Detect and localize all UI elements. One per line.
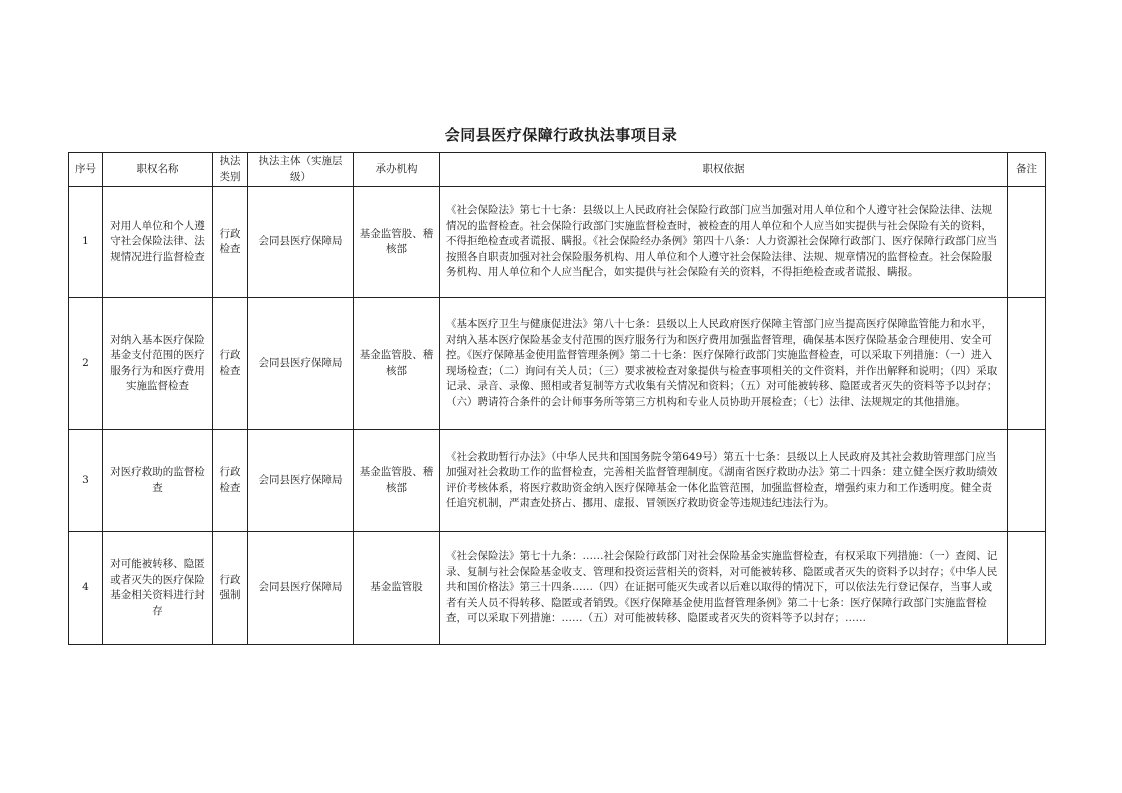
table-header-row [69, 153, 1046, 187]
cell-agency: 基金监管股、稽核部 [354, 298, 440, 430]
header-remark: 备注 [1008, 153, 1046, 187]
cell-subject: 会同县医疗保障局 [248, 298, 354, 430]
cell-no: 3 [69, 430, 103, 532]
header-subject: 执法主体（实施层级） [248, 153, 354, 187]
cell-remark [1008, 298, 1046, 430]
table-row [69, 187, 1046, 298]
cell-basis: 《基本医疗卫生与健康促进法》第八十七条：县级以上人民政府医疗保障主管部门应当提高医疗保障监管能力和水平，对纳入基本医疗保险基金支付范围的医疗服务行为和医疗费用加强监督管理，确保基本医疗保险基金合理使用、安全可控。《医疗保障基金使用监督管理条例》第二十七条：医疗保障行政部门实施监督检查，可以采取下列措施：（一）进入现场检查；（二）询问有关人员；（三）要求被检查对象提供与检查事项相关的文件资料，并作出解释和说明；（四）采取记录、录音、录像、照相或者复制等方式收集有关情况和资料；（五）对可能被转移、隐匿或者灭失的资料等予以封存；（六）聘请符合条件的会计师事务所等第三方机构和专业人员协助开展检查；（七）法律、法规规定的其他措施。 [440, 298, 1008, 430]
cell-name: 对医疗救助的监督检查 [103, 430, 213, 532]
cell-name: 对用人单位和个人遵守社会保险法律、法规情况进行监督检查 [103, 187, 213, 298]
cell-category: 行政检查 [213, 430, 248, 532]
cell-subject: 会同县医疗保障局 [248, 187, 354, 298]
cell-basis: 《社会保险法》第七十七条：县级以上人民政府社会保险行政部门应当加强对用人单位和个人遵守社会保险法律、法规情况的监督检查。社会保险行政部门实施监督检查时，被检查的用人单位和个人应当如实提供与社会保险有关的资料，不得拒绝检查或者谎报、瞒报。《社会保险经办条例》第四十八条：人力资源社会保障行政部门、医疗保障行政部门应当按照各自职责加强对社会保险服务机构、用人单位和个人遵守社会保险法律、法规、规章情况的监督检查。社会保险服务机构、用人单位和个人应当配合，如实提供与社会保险有关的资料，不得拒绝检查或者谎报、瞒报。 [440, 187, 1008, 298]
cell-remark [1008, 430, 1046, 532]
cell-subject: 会同县医疗保障局 [248, 430, 354, 532]
cell-remark [1008, 187, 1046, 298]
cell-basis: 《社会救助暂行办法》（中华人民共和国国务院令第649号）第五十七条：县级以上人民政府及其社会救助管理部门应当加强对社会救助工作的监督检查，完善相关监督管理制度。《湖南省医疗救助办法》第二十四条：建立健全医疗救助绩效评价考核体系，将医疗救助资金纳入医疗保障基金一体化监管范围，加强监督检查，增强约束力和工作透明度。健全责任追究机制，严肃查处挤占、挪用、虚报、冒领医疗救助资金等违规违纪违法行为。 [440, 430, 1008, 532]
header-category: 执法类别 [213, 153, 248, 187]
header-no: 序号 [69, 153, 103, 187]
cell-category: 行政检查 [213, 187, 248, 298]
cell-no: 4 [69, 532, 103, 645]
cell-agency: 基金监管股、稽核部 [354, 187, 440, 298]
cell-category: 行政强制 [213, 532, 248, 645]
cell-name: 对纳入基本医疗保险基金支付范围的医疗服务行为和医疗费用实施监督检查 [103, 298, 213, 430]
header-name: 职权名称 [103, 153, 213, 187]
table-row [69, 430, 1046, 532]
cell-no: 2 [69, 298, 103, 430]
cell-agency: 基金监管股 [354, 532, 440, 645]
cell-name: 对可能被转移、隐匿或者灭失的医疗保险基金相关资料进行封存 [103, 532, 213, 645]
cell-agency: 基金监管股、稽核部 [354, 430, 440, 532]
cell-basis: 《社会保险法》第七十九条：……社会保险行政部门对社会保险基金实施监督检查，有权采取下列措施：（一）查阅、记录、复制与社会保险基金收支、管理和投资运营相关的资料，对可能被转移、隐匿或者灭失的资料予以封存；《中华人民共和国价格法》第三十四条……（四）在证据可能灭失或者以后难以取得的情况下，可以依法先行登记保存，当事人或者有关人员不得转移、隐匿或者销毁。《医疗保障基金使用监督管理条例》第二十七条：医疗保障行政部门实施监督检查，可以采取下列措施：……（五）对可能被转移、隐匿或者灭失的资料等予以封存；…… [440, 532, 1008, 645]
table-row [69, 298, 1046, 430]
cell-subject: 会同县医疗保障局 [248, 532, 354, 645]
cell-no: 1 [69, 187, 103, 298]
header-agency: 承办机构 [354, 153, 440, 187]
cell-remark [1008, 532, 1046, 645]
header-basis: 职权依据 [440, 153, 1008, 187]
enforcement-matters-table [68, 152, 1046, 645]
page-title: 会同县医疗保障行政执法事项目录 [444, 126, 678, 144]
cell-category: 行政检查 [213, 298, 248, 430]
table-row [69, 532, 1046, 645]
